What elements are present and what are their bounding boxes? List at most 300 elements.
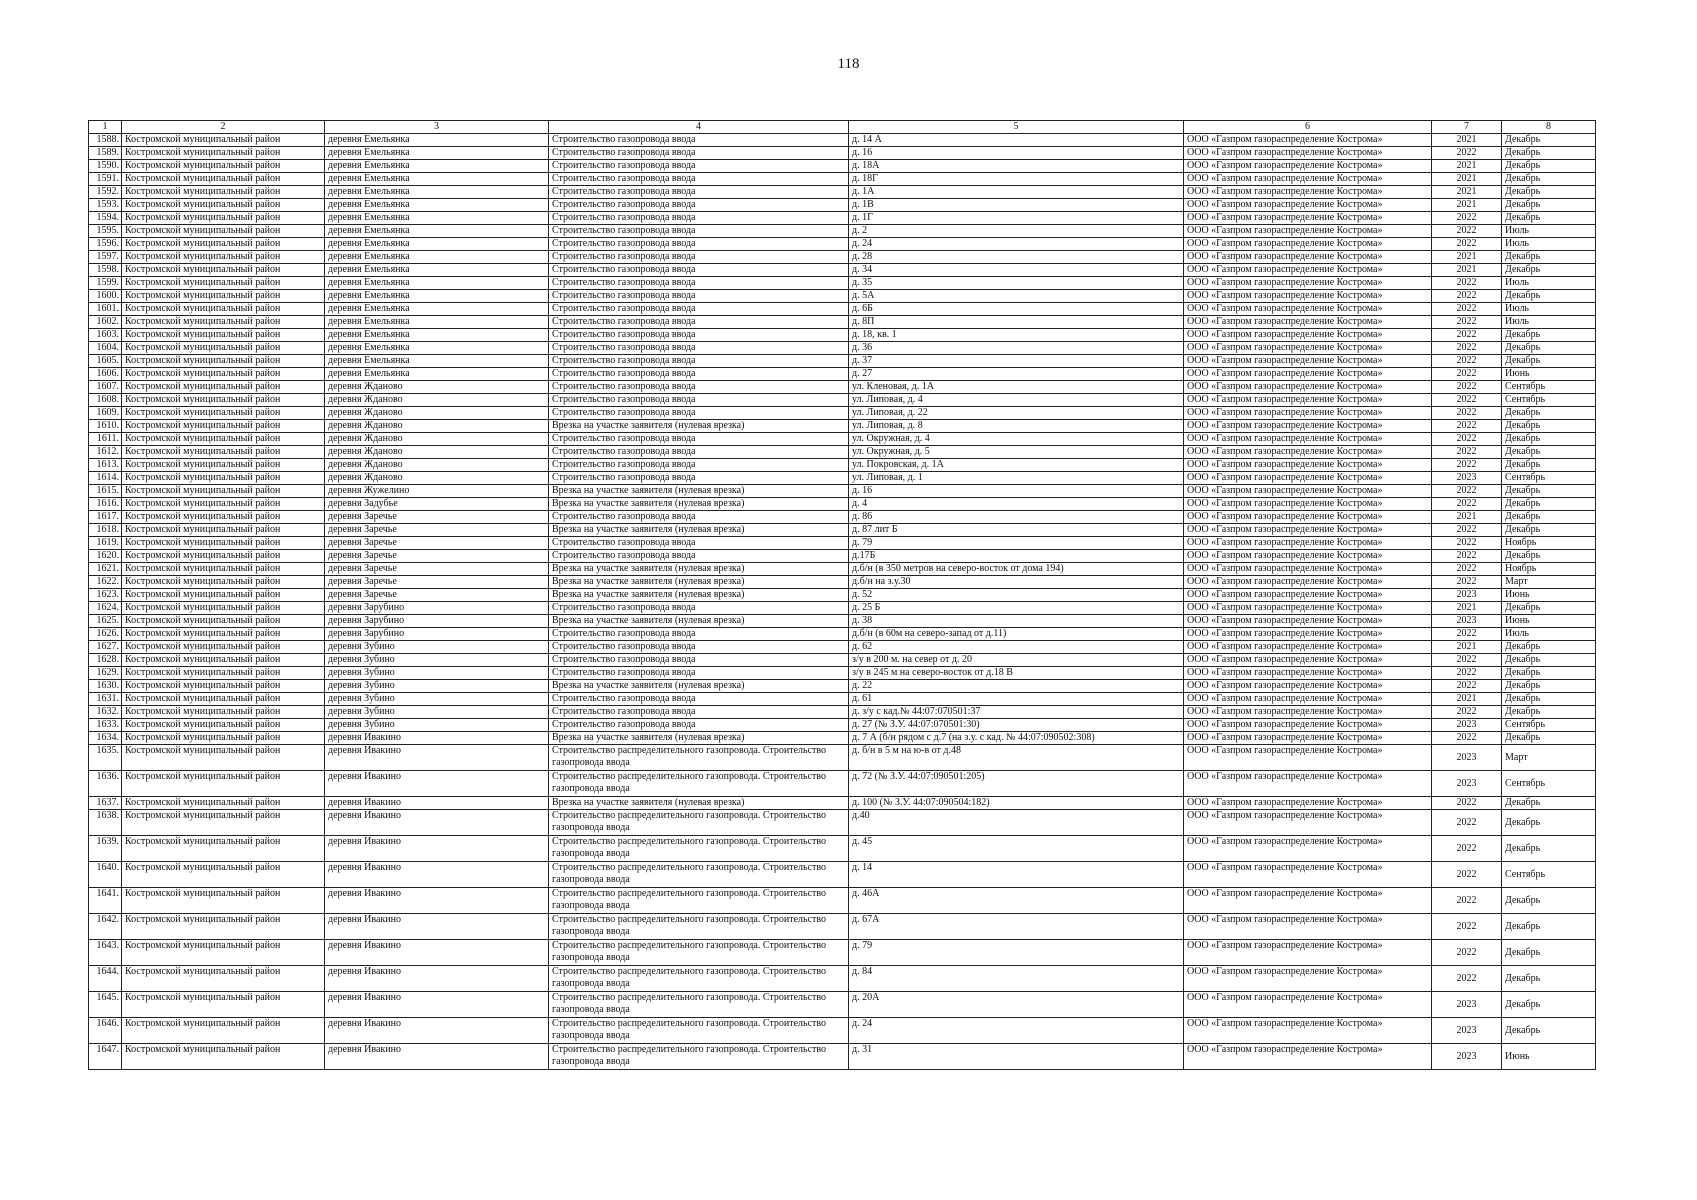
table-row — [89, 888, 1596, 914]
work-type-cell: Строительство газопровода ввода — [549, 446, 849, 459]
year-cell: 2022 — [1432, 225, 1502, 238]
organization-cell: ООО «Газпром газораспределение Кострома» — [1184, 329, 1432, 342]
table-row — [89, 771, 1596, 797]
table-row — [89, 602, 1596, 615]
row-number-cell: 1627. — [89, 641, 122, 654]
settlement-cell: деревня Емельянка — [325, 303, 549, 316]
organization-cell: ООО «Газпром газораспределение Кострома» — [1184, 511, 1432, 524]
table-header — [89, 121, 1596, 134]
work-type-cell: Строительство распределительного газопровода. Строительство газопровода ввода — [549, 888, 849, 914]
table-row — [89, 1018, 1596, 1044]
address-cell: д. 2 — [849, 225, 1184, 238]
row-number-cell: 1634. — [89, 732, 122, 745]
district-cell: Костромской муниципальный район — [122, 693, 325, 706]
month-cell: Декабрь — [1502, 342, 1596, 355]
row-number-cell: 1623. — [89, 589, 122, 602]
district-cell: Костромской муниципальный район — [122, 537, 325, 550]
month-cell: Июль — [1502, 628, 1596, 641]
table-row — [89, 238, 1596, 251]
row-number-cell: 1601. — [89, 303, 122, 316]
settlement-cell: деревня Емельянка — [325, 225, 549, 238]
month-cell: Июнь — [1502, 368, 1596, 381]
address-cell: д. 79 — [849, 537, 1184, 550]
settlement-cell: деревня Зарубино — [325, 602, 549, 615]
district-cell: Костромской муниципальный район — [122, 836, 325, 862]
month-cell: Декабрь — [1502, 264, 1596, 277]
year-cell: 2021 — [1432, 511, 1502, 524]
settlement-cell: деревня Заречье — [325, 563, 549, 576]
settlement-cell: деревня Ивакино — [325, 966, 549, 992]
organization-cell: ООО «Газпром газораспределение Кострома» — [1184, 212, 1432, 225]
table-row — [89, 654, 1596, 667]
address-cell: д. 16 — [849, 485, 1184, 498]
month-cell: Сентябрь — [1502, 771, 1596, 797]
organization-cell: ООО «Газпром газораспределение Кострома» — [1184, 966, 1432, 992]
month-cell: Декабрь — [1502, 940, 1596, 966]
organization-cell: ООО «Газпром газораспределение Кострома» — [1184, 381, 1432, 394]
settlement-cell: деревня Заречье — [325, 550, 549, 563]
year-cell: 2022 — [1432, 563, 1502, 576]
work-type-cell: Строительство распределительного газопровода. Строительство газопровода ввода — [549, 992, 849, 1018]
district-cell: Костромской муниципальный район — [122, 550, 325, 563]
column-header: 7 — [1432, 121, 1502, 134]
row-number-cell: 1626. — [89, 628, 122, 641]
row-number-cell: 1644. — [89, 966, 122, 992]
table-row — [89, 628, 1596, 641]
table-row — [89, 225, 1596, 238]
address-cell: д. 8П — [849, 316, 1184, 329]
table-row — [89, 745, 1596, 771]
settlement-cell: деревня Емельянка — [325, 329, 549, 342]
district-cell: Костромской муниципальный район — [122, 966, 325, 992]
organization-cell: ООО «Газпром газораспределение Кострома» — [1184, 537, 1432, 550]
district-cell: Костромской муниципальный район — [122, 706, 325, 719]
settlement-cell: деревня Жданово — [325, 433, 549, 446]
district-cell: Костромской муниципальный район — [122, 173, 325, 186]
table-row — [89, 576, 1596, 589]
month-cell: Декабрь — [1502, 550, 1596, 563]
work-type-cell: Строительство газопровода ввода — [549, 173, 849, 186]
organization-cell: ООО «Газпром газораспределение Кострома» — [1184, 173, 1432, 186]
address-cell: з/у в 200 м. на север от д. 20 — [849, 654, 1184, 667]
work-type-cell: Строительство газопровода ввода — [549, 537, 849, 550]
district-cell: Костромской муниципальный район — [122, 810, 325, 836]
table-row — [89, 173, 1596, 186]
district-cell: Костромской муниципальный район — [122, 771, 325, 797]
month-cell: Сентябрь — [1502, 381, 1596, 394]
row-number-cell: 1645. — [89, 992, 122, 1018]
address-cell: д. 84 — [849, 966, 1184, 992]
organization-cell: ООО «Газпром газораспределение Кострома» — [1184, 576, 1432, 589]
month-cell: Декабрь — [1502, 693, 1596, 706]
table-row — [89, 394, 1596, 407]
address-cell: д. з/у с кад.№ 44:07:070501:37 — [849, 706, 1184, 719]
district-cell: Костромской муниципальный район — [122, 602, 325, 615]
table-row — [89, 511, 1596, 524]
address-cell: д. 1В — [849, 199, 1184, 212]
work-type-cell: Строительство газопровода ввода — [549, 693, 849, 706]
district-cell: Костромской муниципальный район — [122, 368, 325, 381]
settlement-cell: деревня Емельянка — [325, 238, 549, 251]
address-cell: д. 45 — [849, 836, 1184, 862]
address-cell: ул. Окружная, д. 4 — [849, 433, 1184, 446]
table-row — [89, 615, 1596, 628]
address-cell: д. 18А — [849, 160, 1184, 173]
district-cell: Костромской муниципальный район — [122, 485, 325, 498]
district-cell: Костромской муниципальный район — [122, 290, 325, 303]
year-cell: 2021 — [1432, 160, 1502, 173]
month-cell: Декабрь — [1502, 511, 1596, 524]
district-cell: Костромской муниципальный район — [122, 342, 325, 355]
district-cell: Костромской муниципальный район — [122, 355, 325, 368]
work-type-cell: Строительство газопровода ввода — [549, 394, 849, 407]
settlement-cell: деревня Емельянка — [325, 251, 549, 264]
district-cell: Костромской муниципальный район — [122, 329, 325, 342]
month-cell: Декабрь — [1502, 667, 1596, 680]
month-cell: Декабрь — [1502, 888, 1596, 914]
district-cell: Костромской муниципальный район — [122, 498, 325, 511]
row-number-cell: 1599. — [89, 277, 122, 290]
settlement-cell: деревня Емельянка — [325, 134, 549, 147]
settlement-cell: деревня Емельянка — [325, 212, 549, 225]
address-cell: д.б/н (в 350 метров на северо-восток от дома 194) — [849, 563, 1184, 576]
address-cell: ул. Липовая, д. 8 — [849, 420, 1184, 433]
address-cell: ул. Кленовая, д. 1А — [849, 381, 1184, 394]
year-cell: 2023 — [1432, 472, 1502, 485]
work-type-cell: Строительство газопровода ввода — [549, 199, 849, 212]
column-header: 5 — [849, 121, 1184, 134]
year-cell: 2022 — [1432, 537, 1502, 550]
row-number-cell: 1622. — [89, 576, 122, 589]
month-cell: Декабрь — [1502, 498, 1596, 511]
organization-cell: ООО «Газпром газораспределение Кострома» — [1184, 771, 1432, 797]
district-cell: Костромской муниципальный район — [122, 381, 325, 394]
year-cell: 2023 — [1432, 719, 1502, 732]
table-row — [89, 1044, 1596, 1070]
column-header: 6 — [1184, 121, 1432, 134]
row-number-cell: 1632. — [89, 706, 122, 719]
settlement-cell: деревня Емельянка — [325, 264, 549, 277]
year-cell: 2022 — [1432, 407, 1502, 420]
month-cell: Декабрь — [1502, 134, 1596, 147]
year-cell: 2021 — [1432, 602, 1502, 615]
table-row — [89, 407, 1596, 420]
table-body — [89, 134, 1596, 1070]
work-type-cell: Строительство газопровода ввода — [549, 342, 849, 355]
work-type-cell: Врезка на участке заявителя (нулевая врезка) — [549, 563, 849, 576]
year-cell: 2021 — [1432, 251, 1502, 264]
table-row — [89, 537, 1596, 550]
row-number-cell: 1614. — [89, 472, 122, 485]
work-type-cell: Строительство газопровода ввода — [549, 550, 849, 563]
address-cell: д.б/н на з.у.30 — [849, 576, 1184, 589]
row-number-cell: 1594. — [89, 212, 122, 225]
table-row — [89, 719, 1596, 732]
organization-cell: ООО «Газпром газораспределение Кострома» — [1184, 342, 1432, 355]
year-cell: 2022 — [1432, 628, 1502, 641]
district-cell: Костромской муниципальный район — [122, 667, 325, 680]
work-type-cell: Строительство газопровода ввода — [549, 472, 849, 485]
column-header: 4 — [549, 121, 849, 134]
address-cell: д. 38 — [849, 615, 1184, 628]
month-cell: Сентябрь — [1502, 719, 1596, 732]
row-number-cell: 1597. — [89, 251, 122, 264]
settlement-cell: деревня Ивакино — [325, 797, 549, 810]
month-cell: Декабрь — [1502, 147, 1596, 160]
organization-cell: ООО «Газпром газораспределение Кострома» — [1184, 290, 1432, 303]
year-cell: 2022 — [1432, 420, 1502, 433]
organization-cell: ООО «Газпром газораспределение Кострома» — [1184, 654, 1432, 667]
district-cell: Костромской муниципальный район — [122, 199, 325, 212]
settlement-cell: деревня Ивакино — [325, 888, 549, 914]
year-cell: 2022 — [1432, 654, 1502, 667]
month-cell: Июль — [1502, 277, 1596, 290]
row-number-cell: 1646. — [89, 1018, 122, 1044]
table-row — [89, 433, 1596, 446]
month-cell: Декабрь — [1502, 1018, 1596, 1044]
row-number-cell: 1600. — [89, 290, 122, 303]
table-row — [89, 160, 1596, 173]
row-number-cell: 1639. — [89, 836, 122, 862]
district-cell: Костромской муниципальный район — [122, 745, 325, 771]
organization-cell: ООО «Газпром газораспределение Кострома» — [1184, 251, 1432, 264]
year-cell: 2022 — [1432, 238, 1502, 251]
year-cell: 2022 — [1432, 836, 1502, 862]
table-row — [89, 485, 1596, 498]
month-cell: Декабрь — [1502, 251, 1596, 264]
table-row — [89, 589, 1596, 602]
settlement-cell: деревня Ивакино — [325, 862, 549, 888]
table-row — [89, 667, 1596, 680]
organization-cell: ООО «Газпром газораспределение Кострома» — [1184, 368, 1432, 381]
organization-cell: ООО «Газпром газораспределение Кострома» — [1184, 810, 1432, 836]
year-cell: 2022 — [1432, 368, 1502, 381]
district-cell: Костромской муниципальный район — [122, 862, 325, 888]
settlement-cell: деревня Ивакино — [325, 992, 549, 1018]
organization-cell: ООО «Газпром газораспределение Кострома» — [1184, 160, 1432, 173]
month-cell: Июнь — [1502, 589, 1596, 602]
work-type-cell: Строительство распределительного газопровода. Строительство газопровода ввода — [549, 836, 849, 862]
work-type-cell: Строительство газопровода ввода — [549, 602, 849, 615]
year-cell: 2022 — [1432, 706, 1502, 719]
row-number-cell: 1612. — [89, 446, 122, 459]
table-row — [89, 147, 1596, 160]
row-number-cell: 1610. — [89, 420, 122, 433]
work-type-cell: Строительство газопровода ввода — [549, 277, 849, 290]
table-row — [89, 966, 1596, 992]
table-row — [89, 342, 1596, 355]
organization-cell: ООО «Газпром газораспределение Кострома» — [1184, 745, 1432, 771]
month-cell: Декабрь — [1502, 992, 1596, 1018]
year-cell: 2022 — [1432, 459, 1502, 472]
year-cell: 2023 — [1432, 745, 1502, 771]
address-cell: ул. Липовая, д. 22 — [849, 407, 1184, 420]
year-cell: 2023 — [1432, 1044, 1502, 1070]
settlement-cell: деревня Емельянка — [325, 368, 549, 381]
address-cell: д. 20А — [849, 992, 1184, 1018]
work-type-cell: Строительство распределительного газопровода. Строительство газопровода ввода — [549, 1044, 849, 1070]
address-cell: д. 1Г — [849, 212, 1184, 225]
table-row — [89, 550, 1596, 563]
district-cell: Костромской муниципальный район — [122, 680, 325, 693]
work-type-cell: Врезка на участке заявителя (нулевая врезка) — [549, 615, 849, 628]
table-row — [89, 914, 1596, 940]
district-cell: Костромской муниципальный район — [122, 654, 325, 667]
organization-cell: ООО «Газпром газораспределение Кострома» — [1184, 888, 1432, 914]
month-cell: Декабрь — [1502, 420, 1596, 433]
organization-cell: ООО «Газпром газораспределение Кострома» — [1184, 316, 1432, 329]
district-cell: Костромской муниципальный район — [122, 563, 325, 576]
settlement-cell: деревня Ивакино — [325, 1044, 549, 1070]
month-cell: Декабрь — [1502, 602, 1596, 615]
work-type-cell: Врезка на участке заявителя (нулевая врезка) — [549, 732, 849, 745]
settlement-cell: деревня Емельянка — [325, 199, 549, 212]
organization-cell: ООО «Газпром газораспределение Кострома» — [1184, 680, 1432, 693]
row-number-cell: 1618. — [89, 524, 122, 537]
row-number-cell: 1596. — [89, 238, 122, 251]
address-cell: д. б/н в 5 м на ю-в от д.48 — [849, 745, 1184, 771]
address-cell: д. 62 — [849, 641, 1184, 654]
address-cell: д. 37 — [849, 355, 1184, 368]
settlement-cell: деревня Заречье — [325, 511, 549, 524]
row-number-cell: 1592. — [89, 186, 122, 199]
year-cell: 2022 — [1432, 888, 1502, 914]
year-cell: 2023 — [1432, 771, 1502, 797]
row-number-cell: 1589. — [89, 147, 122, 160]
organization-cell: ООО «Газпром газораспределение Кострома» — [1184, 433, 1432, 446]
table-row — [89, 329, 1596, 342]
year-cell: 2022 — [1432, 290, 1502, 303]
work-type-cell: Врезка на участке заявителя (нулевая врезка) — [549, 576, 849, 589]
work-type-cell: Строительство распределительного газопровода. Строительство газопровода ввода — [549, 966, 849, 992]
year-cell: 2022 — [1432, 524, 1502, 537]
year-cell: 2022 — [1432, 394, 1502, 407]
settlement-cell: деревня Емельянка — [325, 147, 549, 160]
month-cell: Сентябрь — [1502, 862, 1596, 888]
address-cell: д. 100 (№ З.У. 44:07:090504:182) — [849, 797, 1184, 810]
address-cell: ул. Покровская, д. 1А — [849, 459, 1184, 472]
month-cell: Декабрь — [1502, 173, 1596, 186]
table-row — [89, 797, 1596, 810]
settlement-cell: деревня Ивакино — [325, 810, 549, 836]
district-cell: Костромской муниципальный район — [122, 1018, 325, 1044]
organization-cell: ООО «Газпром газораспределение Кострома» — [1184, 472, 1432, 485]
address-cell: д. 5А — [849, 290, 1184, 303]
district-cell: Костромской муниципальный район — [122, 1044, 325, 1070]
settlement-cell: деревня Жданово — [325, 407, 549, 420]
table-row — [89, 446, 1596, 459]
organization-cell: ООО «Газпром газораспределение Кострома» — [1184, 706, 1432, 719]
organization-cell: ООО «Газпром газораспределение Кострома» — [1184, 225, 1432, 238]
month-cell: Декабрь — [1502, 290, 1596, 303]
settlement-cell: деревня Заречье — [325, 589, 549, 602]
work-type-cell: Врезка на участке заявителя (нулевая врезка) — [549, 797, 849, 810]
organization-cell: ООО «Газпром газораспределение Кострома» — [1184, 550, 1432, 563]
district-cell: Костромской муниципальный район — [122, 940, 325, 966]
address-cell: д. 18, кв. 1 — [849, 329, 1184, 342]
table-row — [89, 277, 1596, 290]
table-row — [89, 992, 1596, 1018]
organization-cell: ООО «Газпром газораспределение Кострома» — [1184, 615, 1432, 628]
work-type-cell: Врезка на участке заявителя (нулевая врезка) — [549, 498, 849, 511]
district-cell: Костромской муниципальный район — [122, 238, 325, 251]
year-cell: 2022 — [1432, 303, 1502, 316]
work-type-cell: Строительство газопровода ввода — [549, 407, 849, 420]
table-row — [89, 251, 1596, 264]
district-cell: Костромской муниципальный район — [122, 615, 325, 628]
year-cell: 2022 — [1432, 433, 1502, 446]
organization-cell: ООО «Газпром газораспределение Кострома» — [1184, 407, 1432, 420]
work-type-cell: Строительство газопровода ввода — [549, 719, 849, 732]
row-number-cell: 1640. — [89, 862, 122, 888]
table-row — [89, 693, 1596, 706]
table-row — [89, 732, 1596, 745]
work-type-cell: Строительство газопровода ввода — [549, 511, 849, 524]
year-cell: 2021 — [1432, 134, 1502, 147]
year-cell: 2022 — [1432, 498, 1502, 511]
district-cell: Костромской муниципальный район — [122, 264, 325, 277]
table-row — [89, 134, 1596, 147]
row-number-cell: 1638. — [89, 810, 122, 836]
row-number-cell: 1636. — [89, 771, 122, 797]
year-cell: 2022 — [1432, 914, 1502, 940]
address-cell: д. 24 — [849, 238, 1184, 251]
month-cell: Июль — [1502, 238, 1596, 251]
organization-cell: ООО «Газпром газораспределение Кострома» — [1184, 524, 1432, 537]
district-cell: Костромской муниципальный район — [122, 420, 325, 433]
address-cell: д. 61 — [849, 693, 1184, 706]
table-row — [89, 420, 1596, 433]
table-row — [89, 836, 1596, 862]
row-number-cell: 1603. — [89, 329, 122, 342]
row-number-cell: 1602. — [89, 316, 122, 329]
district-cell: Костромской муниципальный район — [122, 511, 325, 524]
row-number-cell: 1591. — [89, 173, 122, 186]
settlement-cell: деревня Жданово — [325, 381, 549, 394]
settlement-cell: деревня Емельянка — [325, 342, 549, 355]
settlement-cell: деревня Заречье — [325, 524, 549, 537]
row-number-cell: 1588. — [89, 134, 122, 147]
row-number-cell: 1604. — [89, 342, 122, 355]
row-number-cell: 1621. — [89, 563, 122, 576]
address-cell: д.б/н (в 60м на северо-запад от д.11) — [849, 628, 1184, 641]
district-cell: Костромской муниципальный район — [122, 888, 325, 914]
column-header: 1 — [89, 121, 122, 134]
table-row — [89, 641, 1596, 654]
organization-cell: ООО «Газпром газораспределение Кострома» — [1184, 797, 1432, 810]
organization-cell: ООО «Газпром газораспределение Кострома» — [1184, 914, 1432, 940]
district-cell: Костромской муниципальный район — [122, 147, 325, 160]
address-cell: д. 4 — [849, 498, 1184, 511]
month-cell: Декабрь — [1502, 797, 1596, 810]
table-row — [89, 212, 1596, 225]
work-type-cell: Врезка на участке заявителя (нулевая врезка) — [549, 589, 849, 602]
work-type-cell: Строительство распределительного газопровода. Строительство газопровода ввода — [549, 771, 849, 797]
settlement-cell: деревня Ивакино — [325, 732, 549, 745]
address-cell: д. 6Б — [849, 303, 1184, 316]
work-type-cell: Строительство распределительного газопровода. Строительство газопровода ввода — [549, 862, 849, 888]
settlement-cell: деревня Задубье — [325, 498, 549, 511]
month-cell: Декабрь — [1502, 446, 1596, 459]
table-row — [89, 186, 1596, 199]
row-number-cell: 1606. — [89, 368, 122, 381]
year-cell: 2021 — [1432, 264, 1502, 277]
work-type-cell: Строительство распределительного газопровода. Строительство газопровода ввода — [549, 914, 849, 940]
month-cell: Июль — [1502, 225, 1596, 238]
settlement-cell: деревня Емельянка — [325, 160, 549, 173]
month-cell: Сентябрь — [1502, 472, 1596, 485]
month-cell: Декабрь — [1502, 914, 1596, 940]
